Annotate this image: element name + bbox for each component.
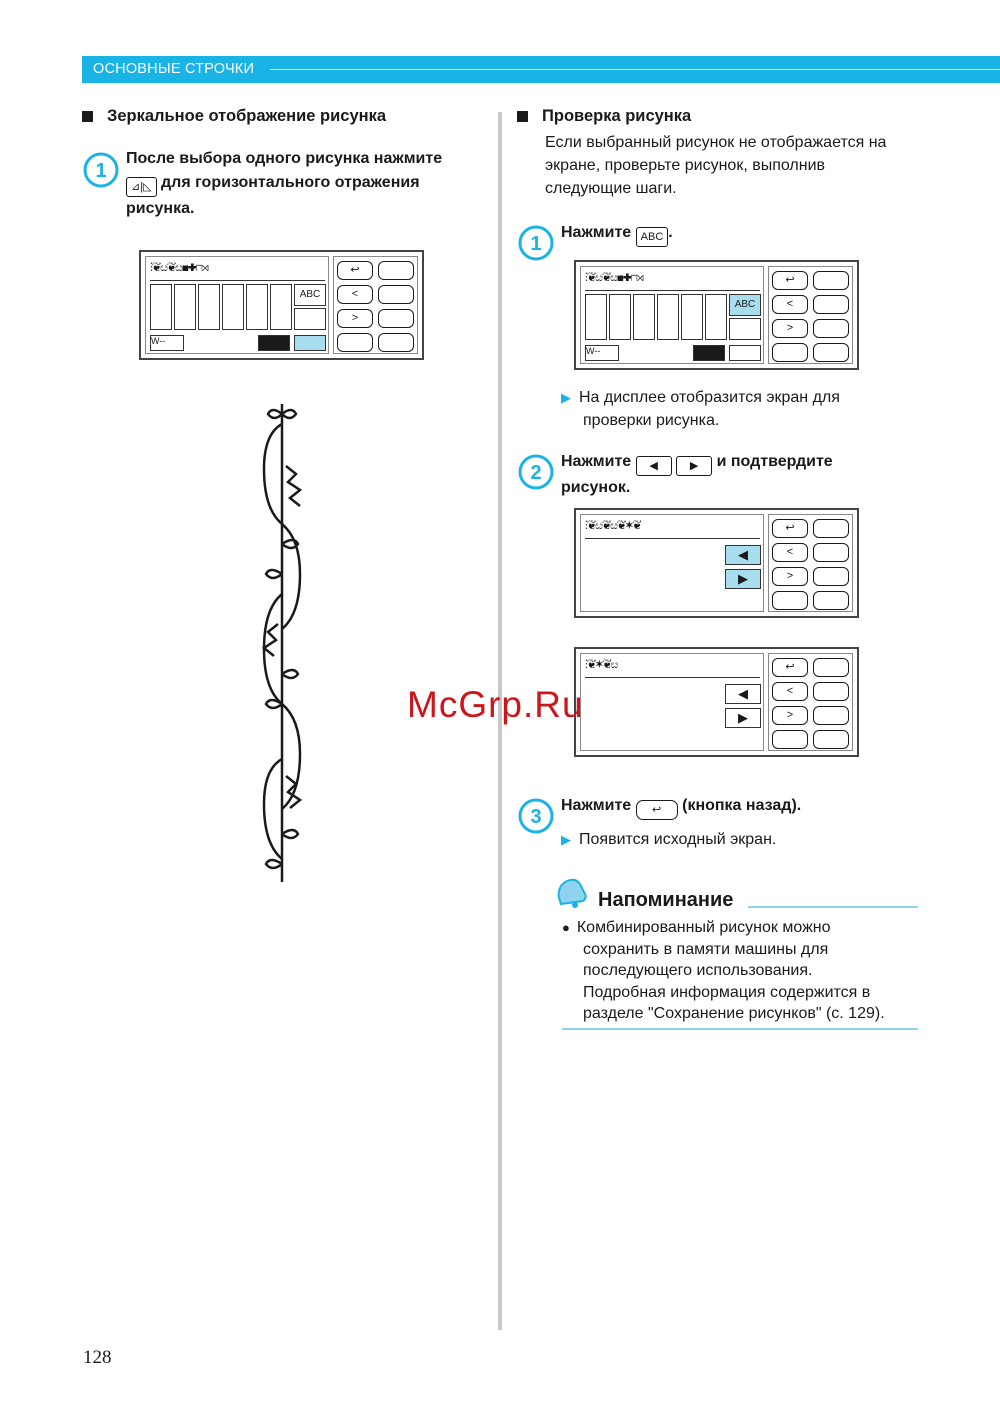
abc-button[interactable]: ABC <box>294 284 326 306</box>
header-title: ОСНОВНЫЕ СТРОЧКИ <box>93 61 255 77</box>
pattern-tile[interactable] <box>657 294 679 340</box>
left-arrow-button[interactable]: < <box>337 285 373 304</box>
stitch-preview: W-- <box>585 345 619 361</box>
svg-text:1: 1 <box>95 160 107 182</box>
save-button[interactable] <box>772 591 808 610</box>
help-button[interactable] <box>813 343 849 362</box>
heart-toggle[interactable] <box>258 335 290 351</box>
step-2-circle-icon <box>517 453 555 491</box>
pattern-tile[interactable] <box>174 284 196 330</box>
right-step3-result: ▶ Появится исходный экран. <box>561 831 777 848</box>
pattern-tile[interactable] <box>270 284 292 330</box>
save-button[interactable] <box>772 343 808 362</box>
prev-button-icon: ◀ <box>636 456 672 476</box>
edit-button[interactable] <box>813 658 849 677</box>
pattern-tile[interactable] <box>246 284 268 330</box>
result-arrow-icon: ▶ <box>561 832 571 847</box>
step-3-circle-icon <box>517 797 555 835</box>
help-button[interactable] <box>378 333 414 352</box>
pattern-tile[interactable] <box>681 294 703 340</box>
square-bullet-icon <box>517 111 528 122</box>
next-pattern-button[interactable]: ▶ <box>725 708 761 728</box>
memory-button[interactable] <box>813 567 849 586</box>
pattern-tile[interactable] <box>585 294 607 340</box>
back-button-icon: ↩ <box>636 800 678 820</box>
pattern-strip: ⫶❦ೞ❦ೞ◼✚⊓⋊ <box>585 270 760 291</box>
back-button[interactable]: ↩ <box>337 261 373 280</box>
right-intro: Если выбранный рисунок не отображается на экране, проверьте рисунок, выполнив следующие шаги. <box>545 134 887 197</box>
svg-text:2: 2 <box>530 462 542 484</box>
thread-button[interactable] <box>729 318 761 340</box>
pattern-strip: ⫶❦ೞ❦ೞ◼✚⊓⋊ <box>150 260 325 281</box>
next-pattern-button[interactable]: ▶ <box>725 569 761 589</box>
memo-title-rule <box>748 906 918 908</box>
abc-button-icon: ABC <box>636 227 669 247</box>
settings-button[interactable] <box>813 682 849 701</box>
lcd-screen-select <box>574 260 859 370</box>
memory-button[interactable] <box>813 706 849 725</box>
help-button[interactable] <box>813 591 849 610</box>
back-button[interactable]: ↩ <box>772 658 808 677</box>
memo-body: ● Комбинированный рисунок можно сохранить в памяти машины для последующего использования. Подробная информация содержится в разделе "Сохранение рисунков" (с. 129). <box>562 919 885 1022</box>
lcd-screen-main <box>139 250 424 360</box>
next-button-icon: ▶ <box>676 456 712 476</box>
pattern-tile[interactable] <box>222 284 244 330</box>
right-step1-result: ▶ На дисплее отобразится экран для проверки рисунка. <box>561 389 840 429</box>
stitch-preview: W-- <box>150 335 184 351</box>
settings-button[interactable] <box>813 543 849 562</box>
prev-pattern-button[interactable]: ◀ <box>725 684 761 704</box>
left-section-title: Зеркальное отображение рисунка <box>82 107 386 126</box>
pattern-tile[interactable] <box>150 284 172 330</box>
memory-button[interactable] <box>378 309 414 328</box>
svg-text:3: 3 <box>530 806 542 828</box>
mirror-button-icon: ⊿|◺ <box>126 177 157 197</box>
pattern-tile[interactable] <box>705 294 727 340</box>
pattern-tile[interactable] <box>609 294 631 340</box>
abc-button-active[interactable]: ABC <box>729 294 761 316</box>
edit-button[interactable] <box>813 271 849 290</box>
edit-button[interactable] <box>378 261 414 280</box>
right-arrow-button[interactable]: > <box>772 706 808 725</box>
back-button[interactable]: ↩ <box>772 519 808 538</box>
memory-button[interactable] <box>813 319 849 338</box>
left-step1-text: После выбора одного рисунка нажмите ⊿|◺ для горизонтального отражения рисунка. <box>126 150 443 217</box>
lcd-screen-check-2 <box>574 647 859 757</box>
pattern-tile[interactable] <box>198 284 220 330</box>
result-arrow-icon: ▶ <box>561 390 571 405</box>
header-rule <box>270 69 1000 70</box>
right-section-title: Проверка рисунка <box>517 107 691 126</box>
page-number: 128 <box>83 1347 112 1368</box>
left-arrow-button[interactable]: < <box>772 295 808 314</box>
right-arrow-button[interactable]: > <box>772 567 808 586</box>
right-step1-text: Нажмите ABC . <box>561 221 673 247</box>
memo-bottom-rule <box>562 1028 918 1030</box>
pattern-tile[interactable] <box>633 294 655 340</box>
step-1-circle-icon <box>517 224 555 262</box>
square-bullet-icon <box>82 111 93 122</box>
watermark: McGrp.Ru <box>407 684 584 725</box>
right-step2-text: Нажмите ◀ ▶ и подтвердите рисунок. <box>561 453 833 496</box>
pattern-strip: ⫶❦✶❦ೞ <box>585 657 760 678</box>
right-arrow-button[interactable]: > <box>337 309 373 328</box>
step-1-circle-icon <box>82 151 120 189</box>
bell-icon <box>553 876 591 912</box>
right-arrow-button[interactable]: > <box>772 319 808 338</box>
bullet-dot-icon: ● <box>562 920 570 935</box>
mirror-button-active[interactable] <box>294 335 326 351</box>
left-arrow-button[interactable]: < <box>772 543 808 562</box>
right-step3-text: Нажмите ↩ (кнопка назад). <box>561 794 801 820</box>
settings-button[interactable] <box>378 285 414 304</box>
settings-button[interactable] <box>813 295 849 314</box>
heart-toggle[interactable] <box>693 345 725 361</box>
back-button[interactable]: ↩ <box>772 271 808 290</box>
memo-title: Напоминание <box>598 889 734 911</box>
save-button[interactable] <box>337 333 373 352</box>
edit-button[interactable] <box>813 519 849 538</box>
prev-pattern-button[interactable]: ◀ <box>725 545 761 565</box>
left-arrow-button[interactable]: < <box>772 682 808 701</box>
mirrored-stitch-illustration <box>240 404 330 882</box>
pattern-strip: ⫶❦ೞ❦ೞ❦✶❦ <box>585 518 760 539</box>
svg-text:1: 1 <box>530 233 542 255</box>
save-button[interactable] <box>772 730 808 749</box>
thread-button[interactable] <box>294 308 326 330</box>
lcd-screen-check-1 <box>574 508 859 618</box>
mirror-button[interactable] <box>729 345 761 361</box>
help-button[interactable] <box>813 730 849 749</box>
